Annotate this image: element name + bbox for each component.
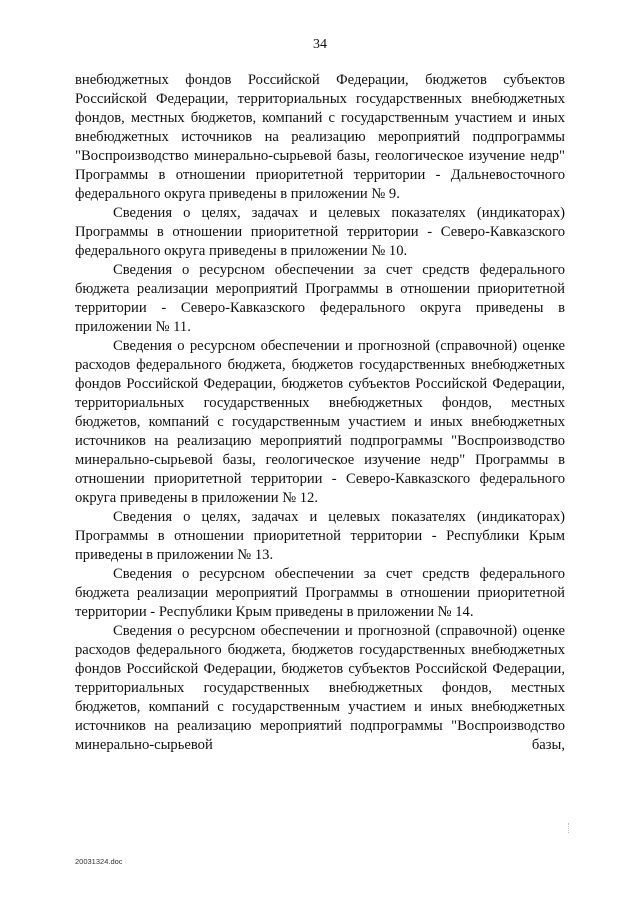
paragraph-continuation: внебюджетных фондов Российской Федерации, бюджетов субъектов Российской Федерации, территориальных государственных внебюджетных фондов, местных бюджетов, компаний с государственным участием и иных внебюджетных источников на реализацию мероприятий подпрограммы "Воспроизводство минерально-сырьевой базы, геологическое изучение недр" Программы в отношении приоритетной территории - Дальневосточного федерального округа приведены в приложении № 9.	[75, 72, 565, 202]
page-number: 34	[313, 37, 327, 52]
footer-filename: 20031324.doc	[75, 857, 123, 866]
paragraph-appendix-12: Сведения о ресурсном обеспечении и прогнозной (справочной) оценке расходов федерального бюджета, бюджетов государственных внебюджетных фондов Российской Федерации, бюджетов субъектов Российской Федерации, территориальных государственных внебюджетных фондов, местных бюджетов, компаний с государственным участием и иных внебюджетных источников на реализацию мероприятий подпрограммы "Воспроизводство минерально-сырьевой базы, геологическое изучение недр" Программы в отношении приоритетной территории - Северо-Кавказского федерального округа приведены в приложении № 12.	[75, 338, 565, 506]
paragraph-appendix-13: Сведения о целях, задачах и целевых показателях (индикаторах) Программы в отношении приоритетной территории - Республики Крым приведены в приложении № 13.	[75, 509, 565, 563]
paragraph-appendix-15-partial: Сведения о ресурсном обеспечении и прогнозной (справочной) оценке расходов федерального бюджета, бюджетов государственных внебюджетных фондов Российской Федерации, бюджетов субъектов Российской Федерации, территориальных государственных внебюджетных фондов, местных бюджетов, компаний с государственным участием и иных внебюджетных источников на реализацию мероприятий подпрограммы "Воспроизводство минерально-сырьевой базы,	[75, 623, 565, 753]
paragraph-appendix-14: Сведения о ресурсном обеспечении за счет средств федерального бюджета реализации мероприятий Программы в отношении приоритетной территории - Республики Крым приведены в приложении № 14.	[75, 566, 565, 620]
paragraph-appendix-11: Сведения о ресурсном обеспечении за счет средств федерального бюджета реализации мероприятий Программы в отношении приоритетной территории - Северо-Кавказского федерального округа приведены в приложении № 11.	[75, 262, 565, 335]
document-body	[75, 71, 565, 755]
margin-mark	[568, 823, 570, 833]
paragraph-appendix-10: Сведения о целях, задачах и целевых показателях (индикаторах) Программы в отношении приоритетной территории - Северо-Кавказского федерального округа приведены в приложении № 10.	[75, 205, 565, 259]
